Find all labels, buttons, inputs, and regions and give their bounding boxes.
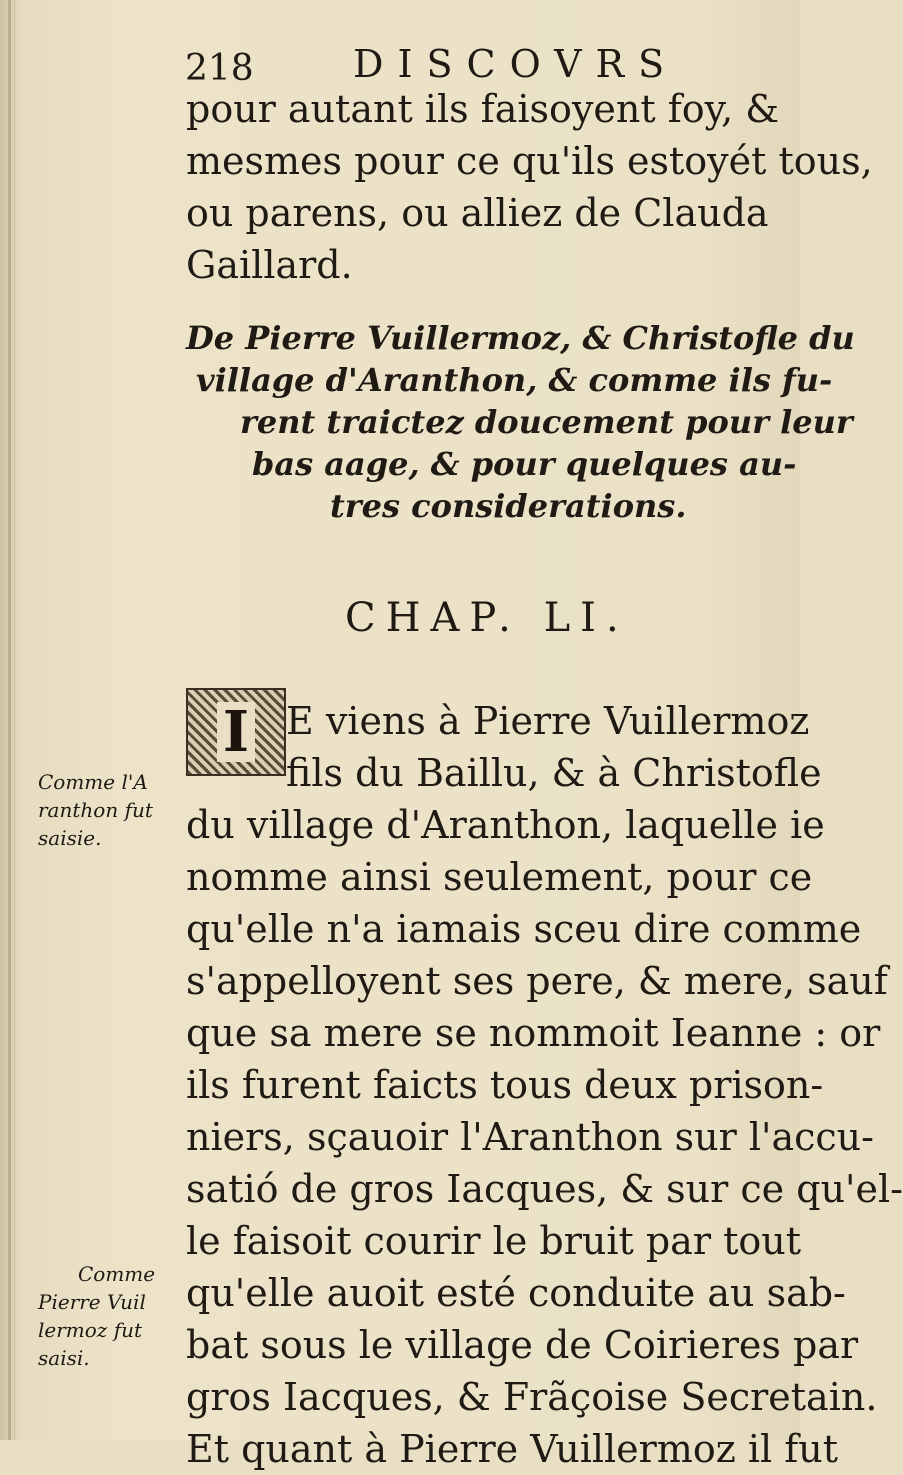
text-line: gros Iacques, & Frãçoise Secretain.: [186, 1375, 878, 1419]
text-line: mesmes pour ce qu'ils estoyét tous,: [186, 139, 873, 183]
text-line: E viens à Pierre Vuillermoz: [286, 699, 810, 743]
text-line: niers, sçauoir l'Aranthon sur l'accu-: [186, 1115, 874, 1159]
margin-note-line: saisi.: [38, 1346, 90, 1370]
drop-cap-letter: I: [217, 702, 255, 762]
margin-note-line: ranthon fut: [38, 798, 153, 822]
summary-line: tres considerations.: [330, 487, 687, 525]
chapter-summary: [180, 317, 855, 527]
running-title: DISCOVRS: [353, 42, 679, 86]
text-line: fils du Baillu, & à Christofle: [286, 751, 822, 795]
margin-note-line: Comme l'A: [38, 770, 148, 794]
text-line: que sa mere se nommoit Ieanne : or: [186, 1011, 881, 1055]
text-line: le faisoit courir le bruit par tout: [186, 1219, 801, 1263]
chapter-heading: CHAP. LI.: [345, 595, 629, 641]
text-line: qu'elle n'a iamais sceu dire comme: [186, 907, 862, 951]
paragraph-top: [186, 83, 873, 291]
summary-line: bas aage, & pour quelques au-: [252, 445, 797, 483]
margin-note-line: Comme: [78, 1262, 156, 1286]
text-line: satió de gros Iacques, & sur ce qu'el-: [186, 1167, 903, 1211]
text-line: bat sous le village de Coirieres par: [186, 1323, 859, 1367]
text-line: Gaillard.: [186, 243, 353, 287]
text-line: qu'elle auoit esté conduite au sab-: [186, 1271, 846, 1315]
text-line: du village d'Aranthon, laquelle ie: [186, 803, 825, 847]
text-line: nomme ainsi seulement, pour ce: [186, 855, 813, 899]
summary-line: De Pierre Vuillermoz, & Christofle du: [186, 319, 855, 357]
paragraph-main: [186, 695, 903, 1475]
page-gutter: [8, 0, 11, 1440]
margin-note-line: Pierre Vuil: [38, 1290, 146, 1314]
summary-line: rent traictez doucement pour leur: [240, 403, 853, 441]
text-line: ils furent faicts tous deux prison-: [186, 1063, 824, 1107]
text-line: s'appelloyent ses pere, & mere, sauf: [186, 959, 888, 1003]
text-line: pour autant ils faisoyent foy, &: [186, 87, 780, 131]
page-gutter-line: [14, 0, 15, 1440]
margin-note: [38, 1260, 155, 1372]
text-line: Et quant à Pierre Vuillermoz il fut: [186, 1427, 839, 1471]
margin-note-line: saisie.: [38, 826, 102, 850]
summary-line: village d'Aranthon, & comme ils fu-: [196, 361, 833, 399]
page-number: 218: [185, 48, 254, 89]
margin-note: [38, 768, 153, 852]
margin-note-line: lermoz fut: [38, 1318, 143, 1342]
text-line: ou parens, ou alliez de Clauda: [186, 191, 769, 235]
